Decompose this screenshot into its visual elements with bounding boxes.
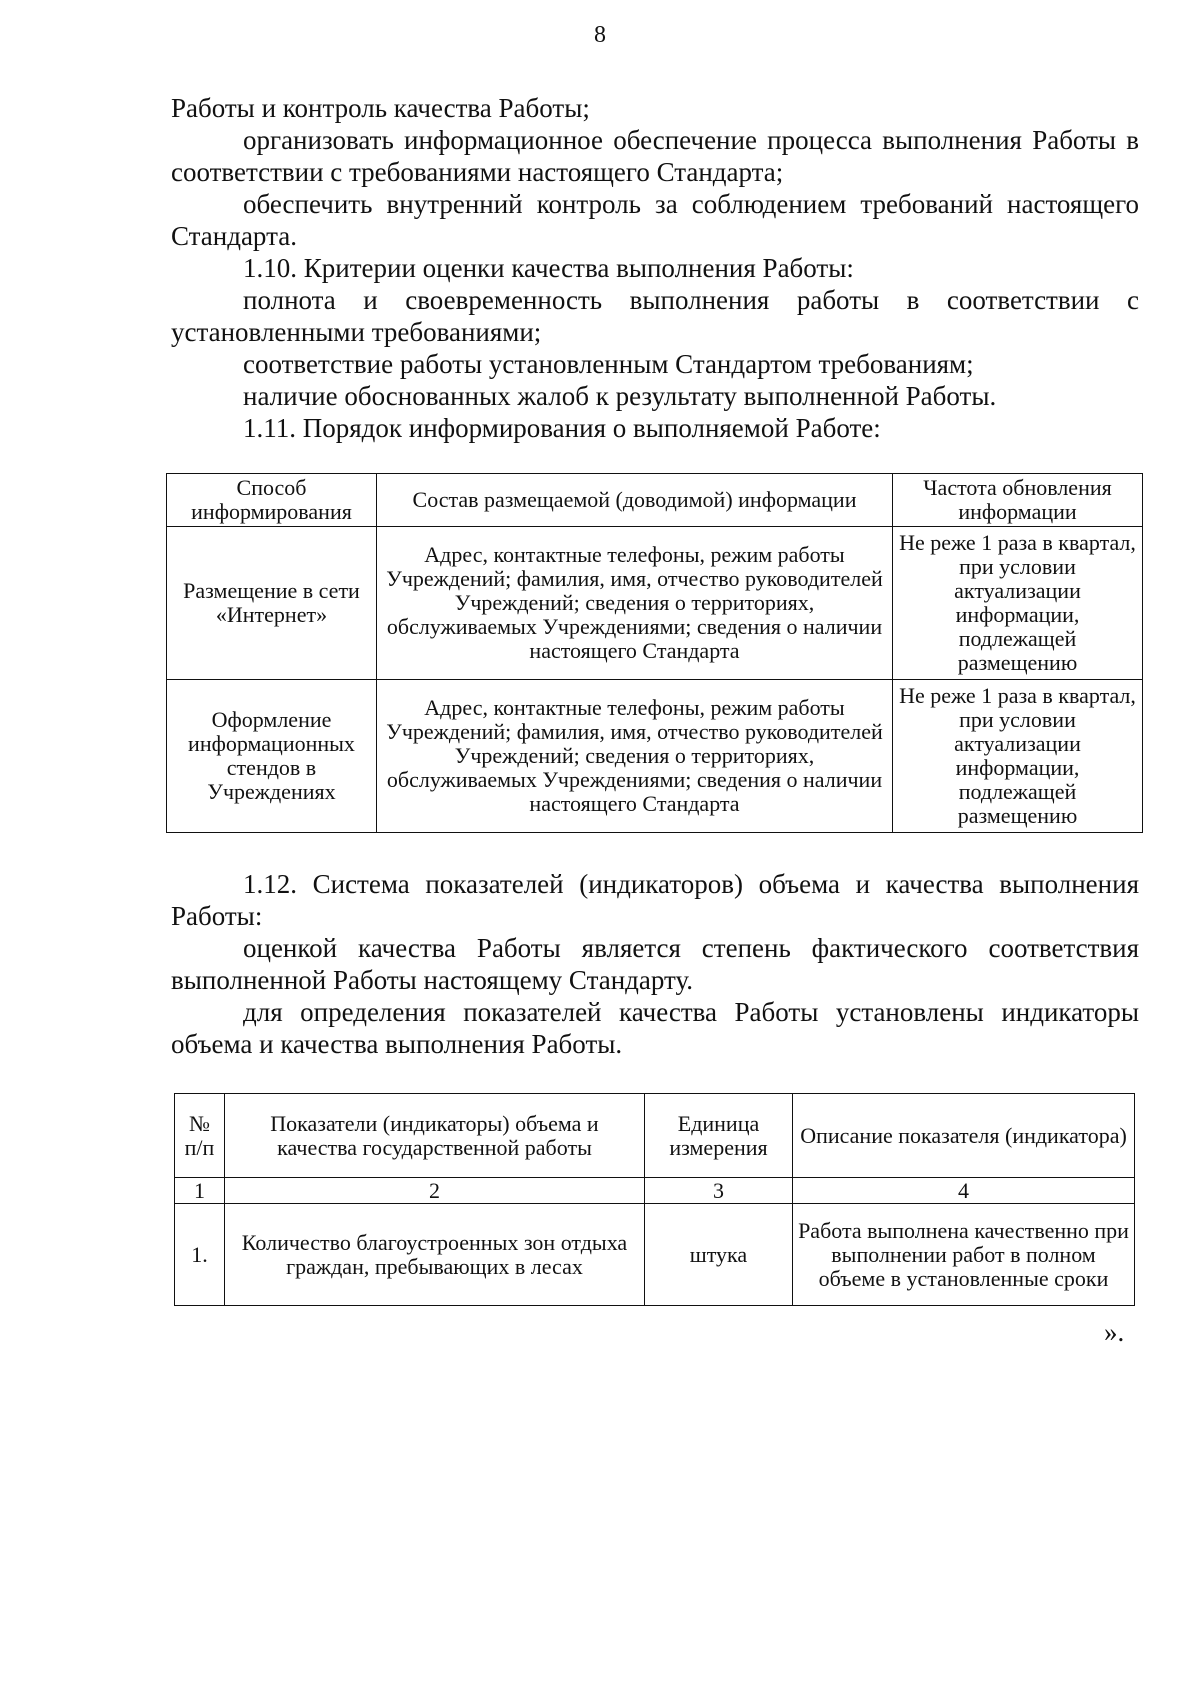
table-cell: Количество благоустроенных зон отдыха граждан, пребывающих в лесах [225,1204,645,1306]
table-cell: Не реже 1 раза в квартал, при условии актуализации информации, подлежащей размещению [893,527,1143,680]
table-header-cell: Описание показателя (индикатора) [793,1094,1135,1178]
table-cell: Адрес, контактные телефоны, режим работы Учреждений; фамилия, имя, отчество руководителей Учреждений; сведения о территориях, обслуживаемых Учреждениями; сведения о наличии настоящего Стандарта [377,527,893,680]
table-header-cell: Частота обновления информации [893,474,1143,527]
column-number: 1 [175,1178,225,1204]
table-cell: Не реже 1 раза в квартал, при условии актуализации информации, подлежащей размещению [893,680,1143,833]
section-heading: 1.11. Порядок информирования о выполняемой Работе: [243,413,881,443]
table-cell: Адрес, контактные телефоны, режим работы Учреждений; фамилия, имя, отчество руководителей Учреждений; сведения о территориях, обслуживаемых Учреждениями; сведения о наличии настоящего Стандарта [377,680,893,833]
table-row [167,680,1143,833]
section-1-12 [171,868,1139,1060]
table-cell: Оформление информационных стендов в Учреждениях [167,680,377,833]
table-header-row [167,474,1143,527]
column-number: 2 [225,1178,645,1204]
table-row [167,527,1143,680]
table-cell: Работа выполнена качественно при выполнении работ в полном объеме в установленные сроки [793,1204,1135,1306]
paragraph: обеспечить внутренний контроль за соблюдением требований настоящего Стандарта. [171,189,1139,251]
paragraph: для определения показателей качества Работы установлены индикаторы объема и качества выполнения Работы. [171,997,1139,1059]
paragraph: полнота и своевременность выполнения работы в соответствии с установленными требованиями; [171,285,1139,347]
paragraph: оценкой качества Работы является степень фактического соответствия выполненной Работы настоящему Стандарту. [171,933,1139,995]
table-header-cell: № п/п [175,1094,225,1178]
paragraph: Работы и контроль качества Работы; [171,93,590,123]
table-header-cell: Способ информирования [167,474,377,527]
page-number: 8 [594,22,606,48]
column-number: 3 [645,1178,793,1204]
paragraph: организовать информационное обеспечение процесса выполнения Работы в соответствии с требованиями настоящего Стандарта; [171,125,1139,187]
column-number-row [175,1178,1135,1204]
paragraph: наличие обоснованных жалоб к результату выполненной Работы. [243,381,997,411]
table-row [175,1204,1135,1306]
indicators-table [174,1093,1135,1306]
table-header-cell: Показатели (индикаторы) объема и качества государственной работы [225,1094,645,1178]
table-header-row [175,1094,1135,1178]
table-cell: 1. [175,1204,225,1306]
table-header-cell: Состав размещаемой (доводимой) информации [377,474,893,527]
body-text [171,92,1139,444]
paragraph: соответствие работы установленным Стандартом требованиям; [243,349,974,379]
table-header-cell: Единица измерения [645,1094,793,1178]
section-heading: 1.12. Система показателей (индикаторов) объема и качества выполнения Работы: [171,869,1139,931]
section-heading: 1.10. Критерии оценки качества выполнения Работы: [243,253,854,283]
column-number: 4 [793,1178,1135,1204]
table-cell: штука [645,1204,793,1306]
table-cell: Размещение в сети «Интернет» [167,527,377,680]
closing-quote: ». [1104,1317,1125,1347]
info-table [166,473,1143,833]
